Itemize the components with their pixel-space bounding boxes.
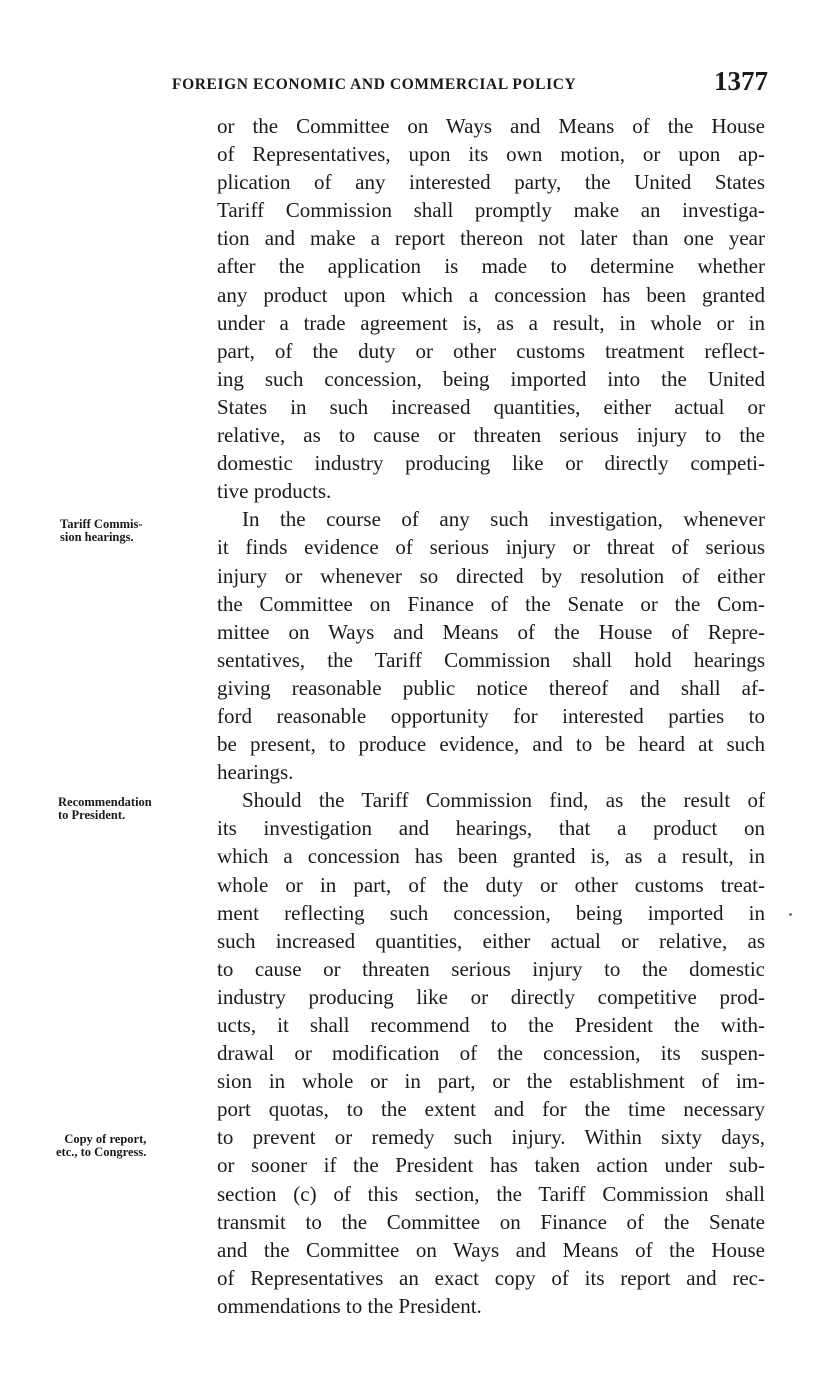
- body-line: and the Committee on Ways and Means of the House: [217, 1237, 765, 1262]
- body-line: it finds evidence of serious injury or threat of serious: [217, 535, 765, 560]
- paragraph-start-line: Should the Tariff Commission find, as the result of: [242, 788, 765, 813]
- body-line: whole or in part, of the duty or other customs treat-: [217, 872, 765, 897]
- body-line: its investigation and hearings, that a product on: [217, 816, 765, 841]
- body-line: port quotas, to the extent and for the time necessary: [217, 1097, 765, 1122]
- body-line: sentatives, the Tariff Commission shall hold hearings: [217, 647, 765, 672]
- body-line: giving reasonable public notice thereof and shall af-: [217, 675, 765, 700]
- body-line: plication of any interested party, the United States: [217, 170, 765, 195]
- header-title: FOREIGN ECONOMIC AND COMMERCIAL POLICY: [172, 76, 577, 93]
- body-line: be present, to produce evidence, and to be heard at such: [217, 732, 765, 757]
- body-line: ford reasonable opportunity for interested parties to: [217, 703, 765, 728]
- body-line: transmit to the Committee on Finance of the Senate: [217, 1209, 765, 1234]
- body-text: [217, 112, 765, 1320]
- side-note-copy-of-report: [56, 1133, 146, 1159]
- side-note-line: Copy of report,: [64, 1132, 147, 1146]
- paragraph-start-line: In the course of any such investigation, whenever: [242, 507, 765, 532]
- side-note-tariff-commission-hearings: [60, 518, 143, 544]
- side-note-line: sion hearings.: [60, 530, 134, 544]
- body-line: after the application is made to determine whether: [217, 254, 765, 279]
- body-line: part, of the duty or other customs treatment reflect-: [217, 338, 765, 363]
- body-line: under a trade agreement is, as a result, in whole or in: [217, 310, 765, 335]
- side-note-line: Recommendation: [58, 795, 152, 809]
- body-line: to prevent or remedy such injury. Within sixty days,: [217, 1125, 765, 1150]
- body-line: mittee on Ways and Means of the House of Repre-: [217, 619, 765, 644]
- body-line: sion in whole or in part, or the establishment of im-: [217, 1069, 765, 1094]
- body-line: States in such increased quantities, either actual or: [217, 394, 765, 419]
- body-line: ing such concession, being imported into the United: [217, 366, 765, 391]
- body-line: industry producing like or directly competitive prod-: [217, 984, 765, 1009]
- body-line: of Representatives an exact copy of its report and rec-: [217, 1265, 765, 1290]
- body-line: injury or whenever so directed by resolution of either: [217, 563, 765, 588]
- body-line: to cause or threaten serious injury to the domestic: [217, 956, 765, 981]
- body-line: tive products.: [217, 479, 332, 504]
- side-note-line: Tariff Commis-: [60, 517, 143, 531]
- stray-dot-mark: [789, 913, 792, 916]
- side-note-line: etc., to Congress.: [56, 1145, 147, 1159]
- body-line: relative, as to cause or threaten serious injury to the: [217, 423, 765, 448]
- body-line: drawal or modification of the concession, its suspen-: [217, 1041, 765, 1066]
- body-line: ommendations to the President.: [217, 1293, 482, 1318]
- body-line: any product upon which a concession has been granted: [217, 282, 765, 307]
- body-line: such increased quantities, either actual or relative, as: [217, 928, 765, 953]
- page-number: 1377: [714, 66, 768, 96]
- body-line: which a concession has been granted is, as a result, in: [217, 844, 765, 869]
- body-line: domestic industry producing like or directly competi-: [217, 451, 765, 476]
- body-line: the Committee on Finance of the Senate or the Com-: [217, 591, 765, 616]
- body-line: section (c) of this section, the Tariff Commission shall: [217, 1181, 765, 1206]
- body-line: hearings.: [217, 760, 294, 785]
- running-header: [172, 66, 768, 102]
- body-line: ucts, it shall recommend to the President the with-: [217, 1013, 765, 1037]
- body-line: ment reflecting such concession, being imported in: [217, 900, 765, 925]
- body-line: of Representatives, upon its own motion, or upon ap-: [217, 142, 765, 167]
- body-line: tion and make a report thereon not later than one year: [217, 226, 765, 251]
- side-note-recommendation-to-president: [58, 796, 152, 822]
- body-line: or the Committee on Ways and Means of the House: [217, 114, 765, 138]
- body-line: or sooner if the President has taken action under sub-: [217, 1153, 765, 1178]
- side-note-line: to President.: [58, 808, 126, 822]
- body-line: Tariff Commission shall promptly make an investiga-: [217, 198, 765, 223]
